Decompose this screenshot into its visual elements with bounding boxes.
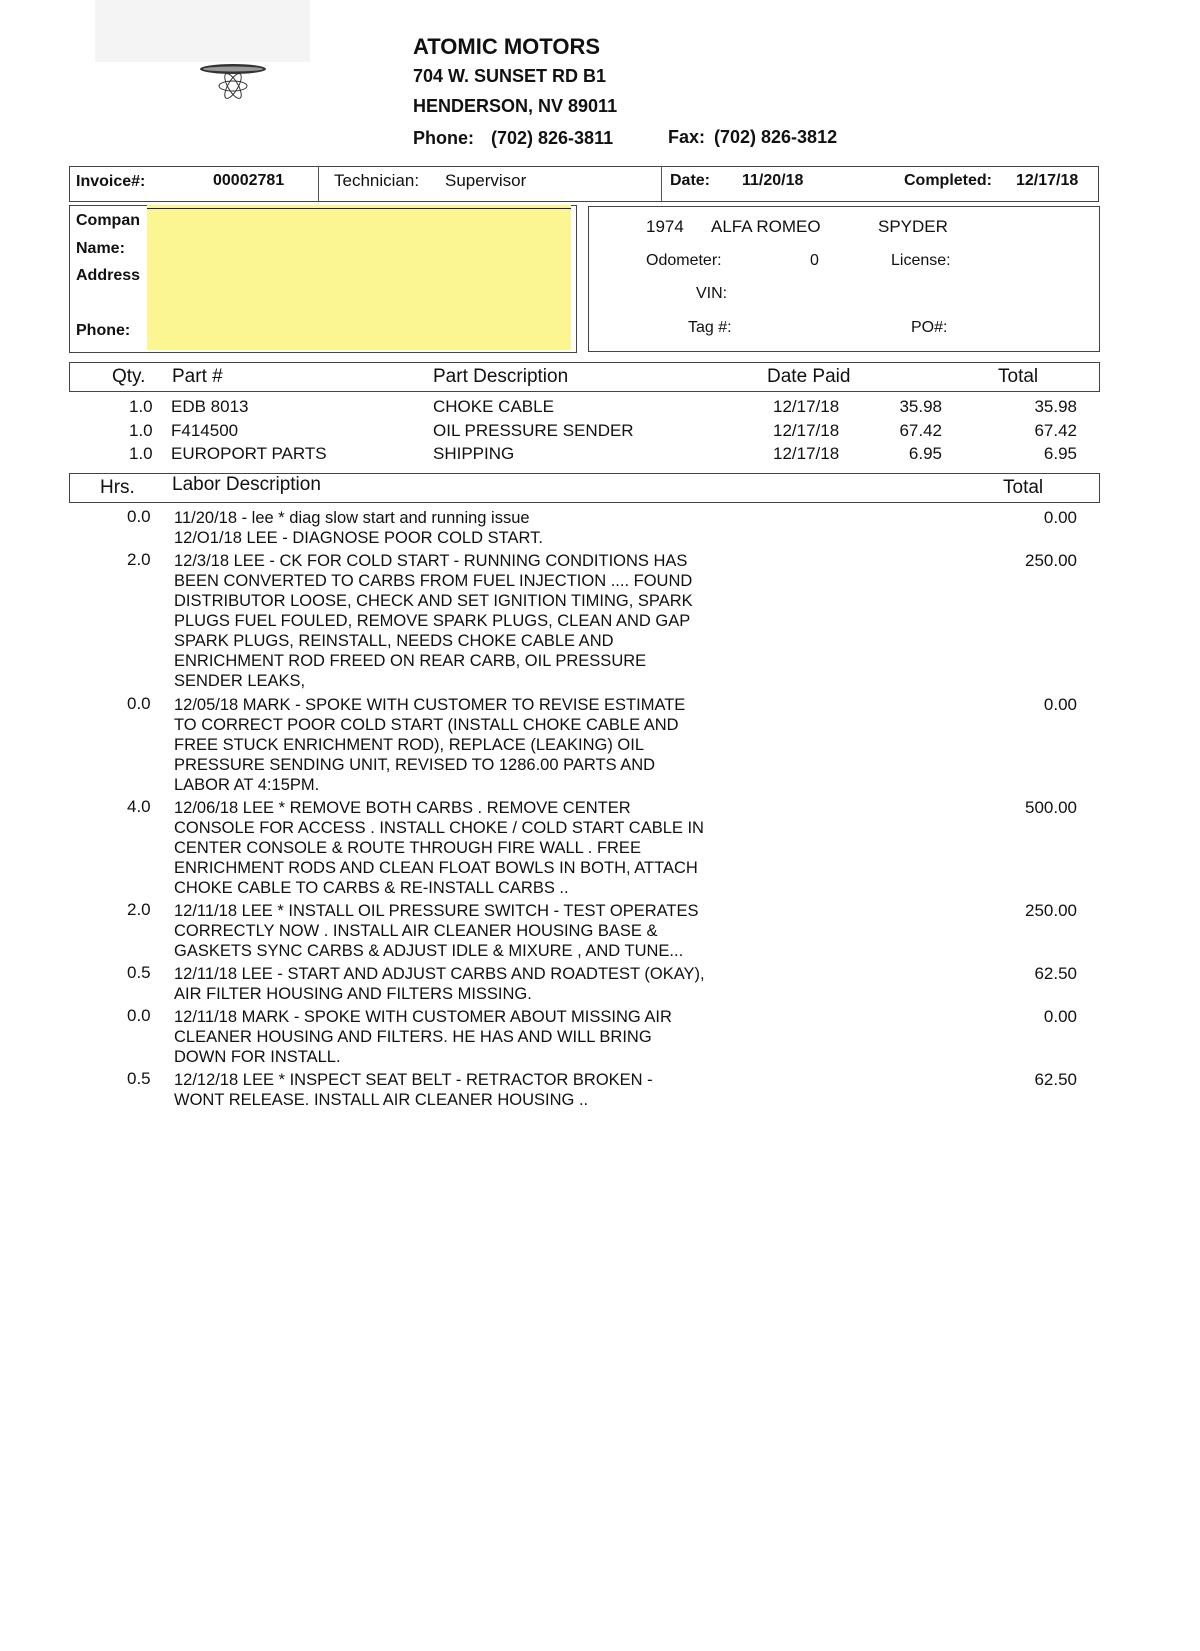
labor-hours: 4.0: [127, 797, 151, 816]
part-number: EUROPORT PARTS: [171, 444, 327, 463]
odometer-label: Odometer:: [646, 252, 722, 269]
parts-header-date-paid: Date Paid: [767, 366, 851, 387]
labor-header-total: Total: [1003, 477, 1044, 498]
technician-label: Technician:: [334, 171, 420, 190]
parts-header-qty: Qty.: [112, 366, 146, 387]
labor-total: 0.00: [1043, 508, 1077, 527]
labor-total: 62.50: [1034, 964, 1077, 983]
labor-description: 12/06/18 LEE * REMOVE BOTH CARBS . REMOVE CENTER CONSOLE FOR ACCESS . INSTALL CHOKE / COLD START CABLE IN CENTER CONSOLE & ROUTE THROUGH FIRE WALL . FREE ENRICHMENT RODS AND CLEAN FLOAT BOWLS IN BOTH, ATTACH CHOKE CABLE TO CARBS & RE-INSTALL CARBS ..: [174, 799, 704, 897]
invoice-label: Invoice#:: [76, 173, 146, 190]
part-total: 67.42: [1034, 421, 1077, 440]
shop-fax: (702) 826-3812: [714, 127, 838, 147]
odometer-value: 0: [810, 252, 819, 269]
part-number: F414500: [171, 421, 239, 440]
date-label: Date:: [670, 172, 711, 189]
technician-value: Supervisor: [445, 171, 527, 190]
labor-description: 12/11/18 MARK - SPOKE WITH CUSTOMER ABOUT MISSING AIR CLEANER HOUSING AND FILTERS. HE HAS AND WILL BRING DOWN FOR INSTALL.: [174, 1008, 672, 1066]
shop-phone: (702) 826-3811: [491, 128, 614, 148]
redaction-highlight: [147, 205, 571, 350]
shop-name: ATOMIC MOTORS: [413, 34, 600, 59]
part-qty: 1.0: [129, 444, 153, 463]
shop-fax-label: Fax:: [668, 127, 706, 147]
part-date-paid: 12/17/18: [773, 444, 840, 463]
part-total: 35.98: [1034, 397, 1077, 416]
parts-header-description: Part Description: [433, 366, 569, 387]
labor-total: 250.00: [1025, 901, 1077, 920]
labor-description: 12/12/18 LEE * INSPECT SEAT BELT - RETRACTOR BROKEN - WONT RELEASE. INSTALL AIR CLEANER HOUSING ..: [174, 1071, 653, 1109]
phone-label: Phone:: [76, 322, 131, 339]
part-price: 6.95: [908, 444, 942, 463]
part-date-paid: 12/17/18: [773, 421, 840, 440]
labor-hours: 0.5: [127, 1069, 151, 1088]
po-label: PO#:: [911, 319, 948, 336]
license-label: License:: [891, 252, 951, 269]
tag-label: Tag #:: [688, 319, 732, 336]
parts-header: [69, 362, 1100, 392]
part-date-paid: 12/17/18: [773, 397, 840, 416]
labor-header-description: Labor Description: [172, 474, 321, 495]
vin-label: VIN:: [696, 285, 728, 302]
labor-description: 12/11/18 LEE - START AND ADJUST CARBS AND ROADTEST (OKAY), AIR FILTER HOUSING AND FILTERS MISSING.: [174, 965, 705, 1003]
atom-logo-icon: [198, 60, 268, 100]
part-number: EDB 8013: [171, 397, 249, 416]
labor-total: 62.50: [1034, 1070, 1077, 1089]
parts-header-total: Total: [998, 366, 1039, 387]
address-label: Address: [76, 267, 141, 284]
date-value: 11/20/18: [742, 172, 804, 189]
labor-description: 11/20/18 - lee * diag slow start and running issue 12/O1/18 LEE - DIAGNOSE POOR COLD START.: [174, 509, 543, 547]
vehicle-model: SPYDER: [878, 217, 948, 236]
completed-label: Completed:: [904, 172, 992, 189]
labor-total: 0.00: [1043, 1007, 1077, 1026]
labor-hours: 0.5: [127, 963, 151, 982]
part-total: 6.95: [1043, 444, 1077, 463]
completed-value: 12/17/18: [1016, 172, 1079, 189]
part-qty: 1.0: [129, 421, 153, 440]
vehicle-year: 1974: [646, 217, 684, 236]
labor-description: 12/05/18 MARK - SPOKE WITH CUSTOMER TO REVISE ESTIMATE TO CORRECT POOR COLD START (INSTALL CHOKE CABLE AND FREE STUCK ENRICHMENT ROD), REPLACE (LEAKING) OIL PRESSURE SENDING UNIT, REVISED TO 1286.00 PARTS AND LABOR AT 4:15PM.: [174, 696, 686, 794]
shop-city: HENDERSON, NV 89011: [413, 96, 618, 116]
labor-hours: 0.0: [127, 1006, 151, 1025]
labor-total: 500.00: [1025, 798, 1077, 817]
name-label: Name:: [76, 240, 125, 257]
labor-hours: 0.0: [127, 694, 151, 713]
labor-hours: 2.0: [127, 550, 151, 569]
labor-total: 250.00: [1025, 551, 1077, 570]
parts-header-part-no: Part #: [172, 366, 223, 387]
labor-description: 12/11/18 LEE * INSTALL OIL PRESSURE SWITCH - TEST OPERATES CORRECTLY NOW . INSTALL AIR CLEANER HOUSING BASE & GASKETS SYNC CARBS & ADJUST IDLE & MIXURE , AND TUNE...: [174, 902, 699, 960]
invoice-number: 00002781: [213, 172, 285, 189]
shop-address: 704 W. SUNSET RD B1: [413, 66, 607, 86]
scan-smudge: [95, 0, 310, 62]
part-description: SHIPPING: [433, 444, 515, 463]
labor-header-hrs: Hrs.: [100, 477, 135, 498]
vehicle-make: ALFA ROMEO: [711, 217, 821, 236]
part-price: 67.42: [899, 421, 942, 440]
part-qty: 1.0: [129, 397, 153, 416]
part-description: OIL PRESSURE SENDER: [433, 421, 634, 440]
company-label: Compan: [76, 212, 140, 229]
labor-total: 0.00: [1043, 695, 1077, 714]
labor-description: 12/3/18 LEE - CK FOR COLD START - RUNNING CONDITIONS HAS BEEN CONVERTED TO CARBS FROM FUEL INJECTION .... FOUND DISTRIBUTOR LOOSE, CHECK AND SET IGNITION TIMING, SPARK PLUGS FUEL FOULED, REMOVE SPARK PLUGS, CLEAN AND GAP SPARK PLUGS, REINSTALL, NEEDS CHOKE CABLE AND ENRICHMENT ROD FREED ON REAR CARB, OIL PRESSURE SENDER LEAKS,: [174, 552, 693, 690]
labor-hours: 0.0: [127, 507, 151, 526]
labor-hours: 2.0: [127, 900, 151, 919]
part-description: CHOKE CABLE: [433, 397, 554, 416]
shop-phone-label: Phone:: [413, 128, 474, 148]
part-price: 35.98: [899, 397, 942, 416]
